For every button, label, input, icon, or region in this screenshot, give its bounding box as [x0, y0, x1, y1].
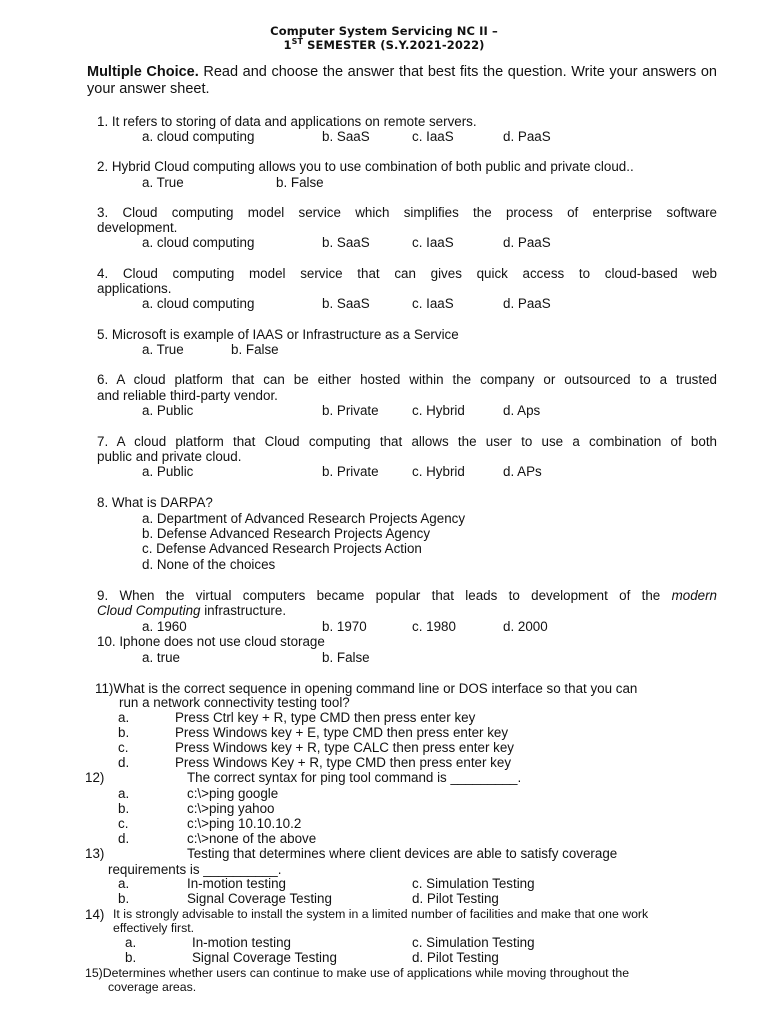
q4-option-c: c. IaaS	[412, 296, 454, 311]
q14-option-d: d. Pilot Testing	[412, 950, 499, 965]
question-12-number: 12)	[85, 770, 105, 785]
q7-option-b: b. Private	[322, 464, 379, 479]
q11-option-c-letter: c.	[118, 740, 129, 755]
question-11-cont: run a network connectivity testing tool?	[119, 695, 350, 710]
q12-option-d-letter: d.	[118, 831, 130, 846]
q2-option-a: a. True	[142, 175, 184, 190]
q4-option-a: a. cloud computing	[142, 296, 255, 311]
q7-option-d: d. APs	[503, 464, 542, 479]
question-15: 15)Determines whether users can continue to make use of applications while moving throughout the	[85, 966, 630, 980]
q9-option-b: b. 1970	[322, 619, 367, 634]
question-5: 5. Microsoft is example of IAAS or Infrastructure as a Service	[97, 327, 459, 342]
q6-option-c: c. Hybrid	[412, 403, 465, 418]
question-6: 6. A cloud platform that can be either hosted within the company or outsourced to a trusted	[97, 372, 717, 387]
question-10: 10. Iphone does not use cloud storage	[97, 634, 325, 649]
question-13-cont: requirements is __________.	[108, 862, 282, 877]
q11-option-a-letter: a.	[118, 710, 130, 725]
q12-option-c: c:\>ping 10.10.10.2	[187, 816, 302, 831]
q1-option-b: b. SaaS	[322, 129, 370, 144]
q4-option-b: b. SaaS	[322, 296, 370, 311]
q7-option-c: c. Hybrid	[412, 464, 465, 479]
q11-option-a: Press Ctrl key + R, type CMD then press enter key	[175, 710, 476, 725]
q14-option-a: In-motion testing	[192, 935, 291, 950]
q3-option-a: a. cloud computing	[142, 235, 255, 250]
q4-option-d: d. PaaS	[503, 296, 551, 311]
question-14-number: 14)	[85, 907, 105, 922]
question-14-cont: effectively first.	[113, 921, 195, 935]
question-2: 2. Hybrid Cloud computing allows you to use combination of both public and private cloud..	[97, 159, 634, 174]
q8-option-a: a. Department of Advanced Research Projects Agency	[142, 511, 466, 526]
instructions: Multiple Choice. Read and choose the answer that best fits the question. Write your answers on your answer sheet.	[87, 64, 717, 97]
q12-option-b: c:\>ping yahoo	[187, 801, 275, 816]
q12-option-a-letter: a.	[118, 786, 130, 801]
q11-option-c: Press Windows key + R, type CALC then press enter key	[175, 740, 514, 755]
question-7-cont: public and private cloud.	[97, 449, 242, 464]
q10-option-a: a. true	[142, 650, 180, 665]
question-6-cont: and reliable third-party vendor.	[97, 388, 278, 403]
q1-option-d: d. PaaS	[503, 129, 551, 144]
question-3: 3. Cloud computing model service which simplifies the process of enterprise software	[97, 205, 717, 220]
q11-option-b-letter: b.	[118, 725, 130, 740]
q13-option-b: Signal Coverage Testing	[187, 891, 332, 906]
q8-option-b: b. Defense Advanced Research Projects Agency	[142, 526, 431, 541]
q12-option-a: c:\>ping google	[187, 786, 279, 801]
q11-option-b: Press Windows key + E, type CMD then press enter key	[175, 725, 509, 740]
question-1: 1. It refers to storing of data and applications on remote servers.	[97, 114, 477, 129]
q13-option-b-letter: b.	[118, 891, 130, 906]
q8-option-d: d. None of the choices	[142, 557, 276, 572]
q13-option-a: In-motion testing	[187, 876, 286, 891]
q1-option-c: c. IaaS	[412, 129, 454, 144]
q5-option-a: a. True	[142, 342, 184, 357]
q11-option-d-letter: d.	[118, 755, 130, 770]
question-4: 4. Cloud computing model service that can gives quick access to cloud-based web	[97, 266, 717, 281]
question-8: 8. What is DARPA?	[97, 495, 213, 510]
q14-option-b: Signal Coverage Testing	[192, 950, 337, 965]
question-4-cont: applications.	[97, 281, 172, 296]
doc-title: Computer System Servicing NC II –	[270, 24, 498, 38]
q3-option-c: c. IaaS	[412, 235, 454, 250]
question-15-cont: coverage areas.	[108, 980, 197, 994]
q11-option-d: Press Windows Key + R, type CMD then press enter key	[175, 755, 512, 770]
q9-option-a: a. 1960	[142, 619, 187, 634]
q5-option-b: b. False	[231, 342, 279, 357]
question-3-cont: development.	[97, 220, 178, 235]
q9-option-d: d. 2000	[503, 619, 548, 634]
q12-option-d: c:\>none of the above	[187, 831, 317, 846]
q13-option-a-letter: a.	[118, 876, 130, 891]
q8-option-c: c. Defense Advanced Research Projects Action	[142, 541, 422, 556]
q1-option-a: a. cloud computing	[142, 129, 255, 144]
question-14: It is strongly advisable to install the system in a limited number of facilities and make that one work	[113, 907, 649, 921]
q3-option-d: d. PaaS	[503, 235, 551, 250]
q12-option-b-letter: b.	[118, 801, 130, 816]
q6-option-d: d. Aps	[503, 403, 541, 418]
doc-subtitle: 1ST SEMESTER (S.Y.2021-2022)	[283, 37, 485, 52]
q2-option-b: b. False	[276, 175, 324, 190]
question-9: 9. When the virtual computers became popular that leads to development of the modern	[97, 588, 717, 603]
q10-option-b: b. False	[322, 650, 370, 665]
q3-option-b: b. SaaS	[322, 235, 370, 250]
q12-option-c-letter: c.	[118, 816, 129, 831]
q13-option-d: d. Pilot Testing	[412, 891, 499, 906]
q9-option-c: c. 1980	[412, 619, 456, 634]
q6-option-a: a. Public	[142, 403, 194, 418]
q6-option-b: b. Private	[322, 403, 379, 418]
question-7: 7. A cloud platform that Cloud computing that allows the user to use a combination of both	[97, 434, 717, 449]
q14-option-a-letter: a.	[125, 935, 137, 950]
q14-option-c: c. Simulation Testing	[412, 935, 535, 950]
question-9-cont: Cloud Computing infrastructure.	[97, 603, 287, 618]
question-11: 11)What is the correct sequence in opening command line or DOS interface so that you can	[95, 681, 638, 696]
question-13-number: 13)	[85, 846, 105, 861]
q14-option-b-letter: b.	[125, 950, 137, 965]
question-13: Testing that determines where client devices are able to satisfy coverage	[187, 846, 618, 861]
q7-option-a: a. Public	[142, 464, 194, 479]
question-12: The correct syntax for ping tool command is _________.	[187, 770, 522, 785]
q13-option-c: c. Simulation Testing	[412, 876, 535, 891]
